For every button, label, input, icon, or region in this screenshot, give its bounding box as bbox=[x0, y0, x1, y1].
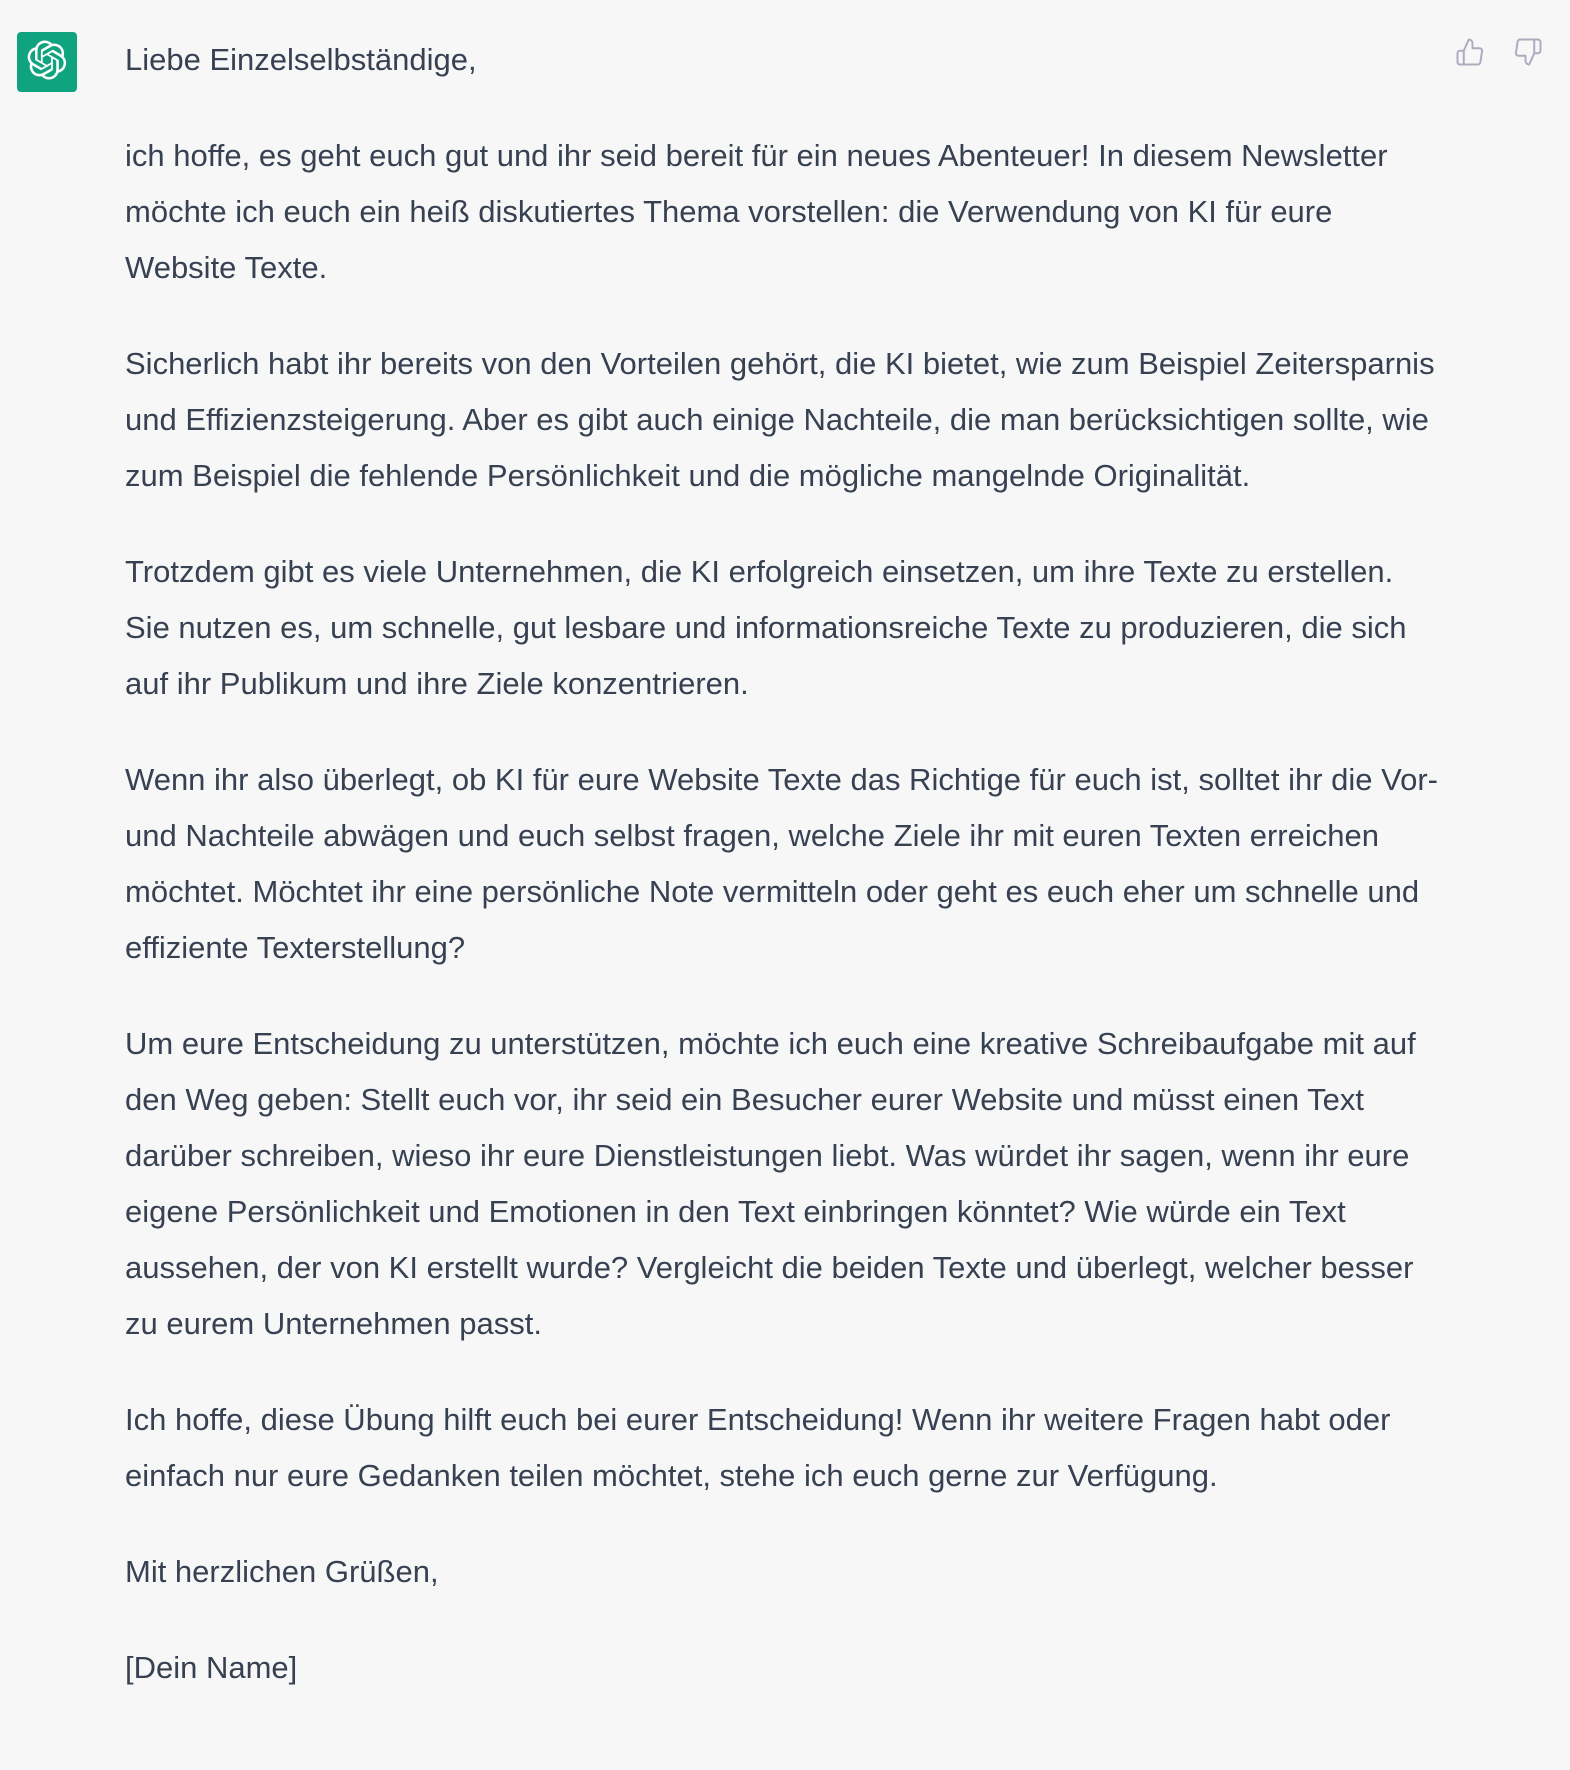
message-paragraph: Ich hoffe, diese Übung hilft euch bei eurer Entscheidung! Wenn ihr weitere Fragen habt oder einfach nur eure Gedanken teilen möchtet, stehe ich euch gerne zur Verfügung. bbox=[125, 1402, 1391, 1493]
assistant-message bbox=[125, 32, 1440, 1736]
message-closing: Mit herzlichen Grüßen, bbox=[125, 1554, 439, 1589]
thumbs-up-icon bbox=[1455, 37, 1485, 72]
message-paragraph: Um eure Entscheidung zu unterstützen, möchte ich euch eine kreative Schreibaufgabe mit auf den Weg geben: Stellt euch vor, ihr seid ein Besucher eurer Website und müsst einen Text darüber schreiben, wieso ihr eure Dienstleistungen liebt. Was würdet ihr sagen, wenn ihr eure eigene Persönlichkeit und Emotionen in den Text einbringen könntet? Wie würde ein Text aussehen, der von KI erstellt wurde? Vergleicht die beiden Texte und überlegt, welcher besser zu eurem Unternehmen passt. bbox=[125, 1026, 1416, 1341]
assistant-avatar bbox=[17, 32, 77, 92]
feedback-controls bbox=[1454, 38, 1544, 70]
message-paragraph: Sicherlich habt ihr bereits von den Vorteilen gehört, die KI bietet, wie zum Beispiel Zeitersparnis und Effizienzsteigerung. Aber es gibt auch einige Nachteile, die man berücksichtigen sollte, wie zum Beispiel die fehlende Persönlichkeit und die mögliche mangelnde Originalität. bbox=[125, 346, 1435, 493]
message-signature: [Dein Name] bbox=[125, 1650, 298, 1685]
thumbs-down-icon bbox=[1513, 37, 1543, 72]
message-paragraph: Trotzdem gibt es viele Unternehmen, die KI erfolgreich einsetzen, um ihre Texte zu erstellen. Sie nutzen es, um schnelle, gut lesbare und informationsreiche Texte zu produzieren, die sich auf ihr Publikum und ihre Ziele konzentrieren. bbox=[125, 554, 1407, 701]
thumbs-down-button[interactable] bbox=[1512, 38, 1544, 70]
message-paragraph: ich hoffe, es geht euch gut und ihr seid bereit für ein neues Abenteuer! In diesem Newsletter möchte ich euch ein heiß diskutiertes Thema vorstellen: die Verwendung von KI für eure Website Texte. bbox=[125, 138, 1388, 285]
message-greeting: Liebe Einzelselbständige, bbox=[125, 42, 477, 77]
openai-logo-icon bbox=[27, 40, 67, 85]
thumbs-up-button[interactable] bbox=[1454, 38, 1486, 70]
message-paragraph: Wenn ihr also überlegt, ob KI für eure Website Texte das Richtige für euch ist, solltet ihr die Vor- und Nachteile abwägen und euch selbst fragen, welche Ziele ihr mit euren Texten erreichen möchtet. Möchtet ihr eine persönliche Note vermitteln oder geht es euch eher um schnelle und effiziente Texterstellung? bbox=[125, 762, 1439, 965]
